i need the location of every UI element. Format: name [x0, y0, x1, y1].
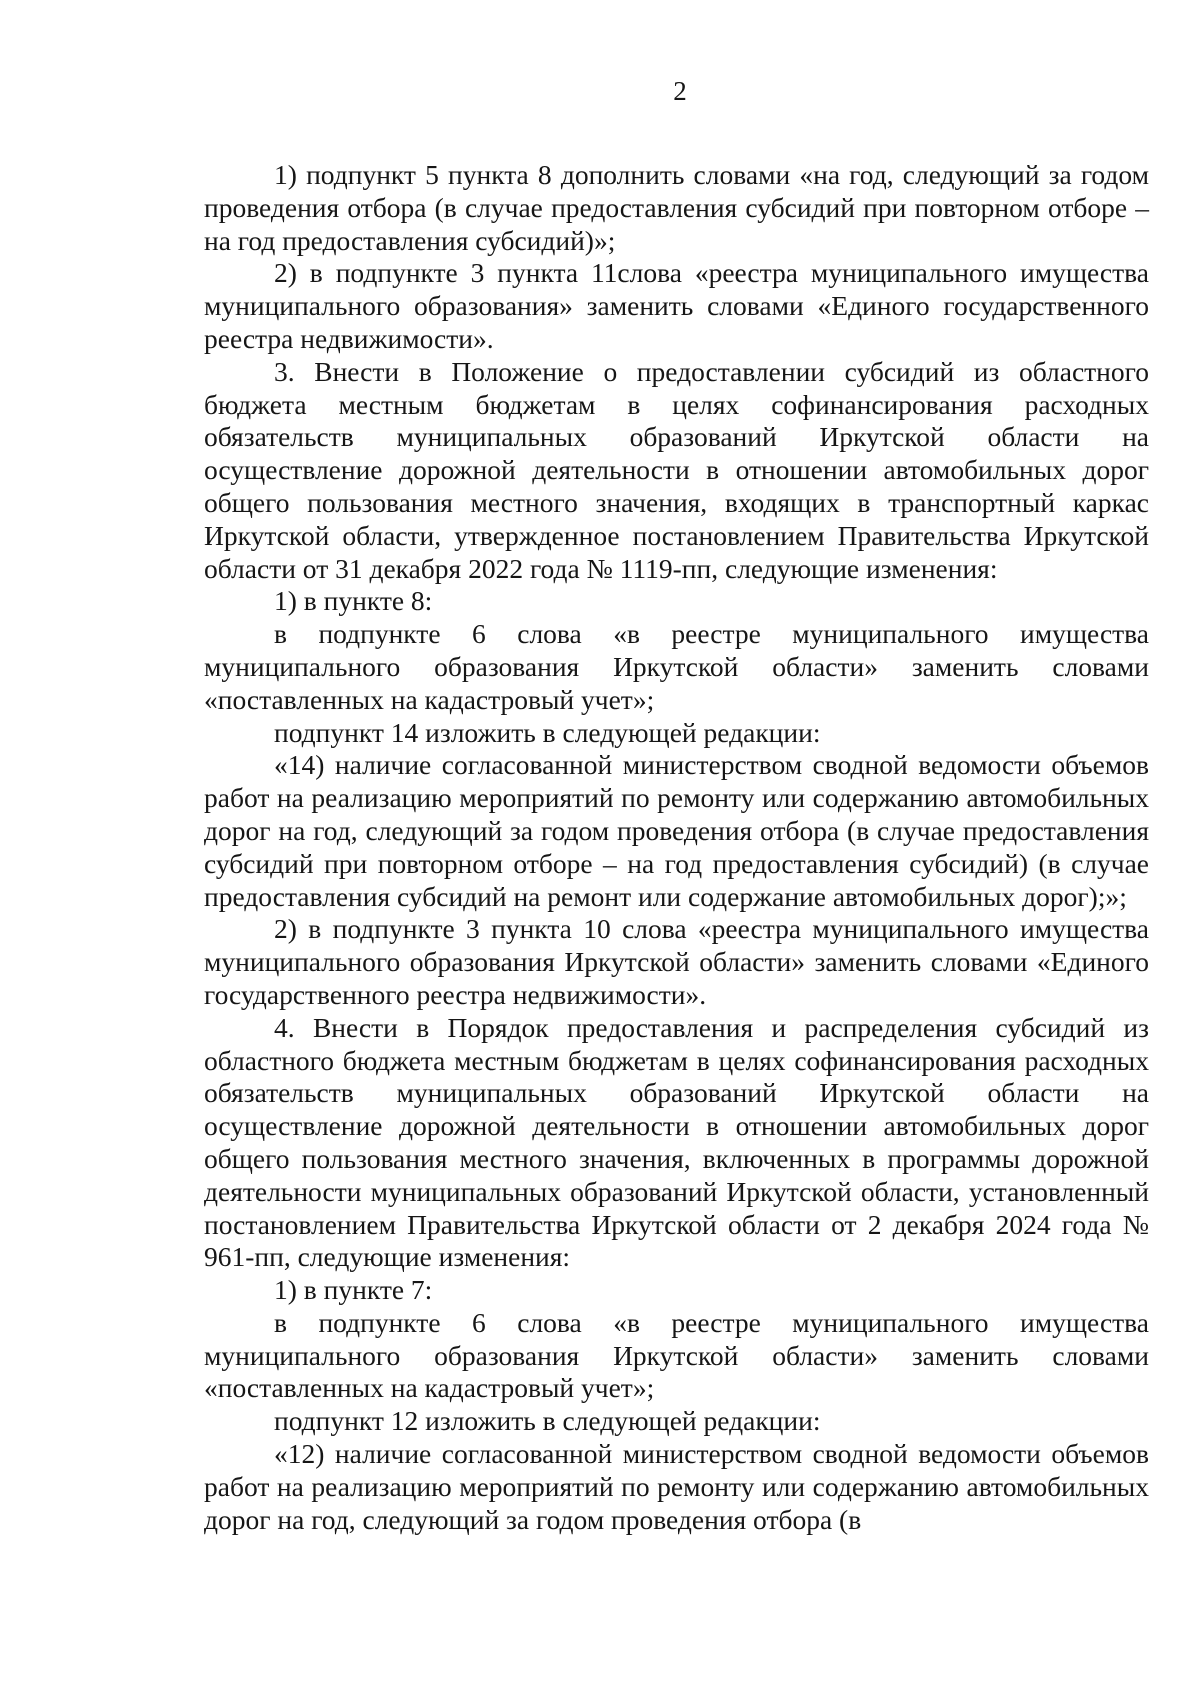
paragraph-item-4-subpoint-6: в подпункте 6 слова «в реестре муниципального имущества муниципального образования Иркутской области» заменить словами «поставленных на кадастровый учет»;	[204, 1306, 1149, 1404]
paragraph-item-4-point-7: 1) в пункте 7:	[274, 1274, 433, 1306]
document-body	[204, 159, 1149, 1536]
paragraph-item-4: 4. Внести в Порядок предоставления и распределения субсидий из областного бюджета местным бюджетам в целях софинансирования расходных обязательств муниципальных образований Иркутской области на осуществление дорожной деятельности в отношении автомобильных дорог общего пользования местного значения, включенных в программы дорожной деятельности муниципальных образований Иркутской области, установленный постановлением Правительства Иркутской области от 2 декабря 2024 года № 961-пп, следующие изменения:	[204, 1011, 1149, 1273]
page-number: 2	[673, 76, 687, 106]
paragraph-item-3-subpoint-6: в подпункте 6 слова «в реестре муниципального имущества муниципального образования Иркутской области» заменить словами «поставленных на кадастровый учет»;	[204, 618, 1149, 715]
paragraph-item-4-subpoint-12-intro: подпункт 12 изложить в следующей редакции:	[274, 1405, 821, 1437]
paragraph-item-3-point-8: 1) в пункте 8:	[274, 585, 433, 617]
paragraph-item-3-point-10: 2) в подпункте 3 пункта 10 слова «реестра муниципального имущества муниципального образования Иркутской области» заменить словами «Единого государственного реестра недвижимости».	[204, 913, 1149, 1010]
paragraph-item-4-subpoint-12-text: «12) наличие согласованной министерством сводной ведомости объемов работ на реализацию мероприятий по ремонту или содержанию автомобильных дорог на год, следующий за годом проведения отбора (в	[204, 1438, 1149, 1535]
paragraph-subitem-2: 2) в подпункте 3 пункта 11слова «реестра муниципального имущества муниципального образования» заменить словами «Единого государственного реестра недвижимости».	[204, 257, 1149, 354]
paragraph-item-3: 3. Внести в Положение о предоставлении субсидий из областного бюджета местным бюджетам в целях софинансирования расходных обязательств муниципальных образований Иркутской области на осуществление дорожной деятельности в отношении автомобильных дорог общего пользования местного значения, входящих в транспортный каркас Иркутской области, утвержденное постановлением Правительства Иркутской области от 31 декабря 2022 года № 1119-пп, следующие изменения:	[204, 355, 1149, 584]
paragraph-item-3-subpoint-14-intro: подпункт 14 изложить в следующей редакции:	[274, 716, 821, 748]
paragraph-subitem-1: 1) подпункт 5 пункта 8 дополнить словами «на год, следующий за годом проведения отбора (в случае предоставления субсидий при повторном отборе – на год предоставления субсидий)»;	[204, 159, 1149, 256]
paragraph-item-3-subpoint-14-text: «14) наличие согласованной министерством сводной ведомости объемов работ на реализацию мероприятий по ремонту или содержанию автомобильных дорог на год, следующий за годом проведения отбора (в случае предоставления субсидий при повторном отборе – на год предоставления субсидий) (в случае предоставления субсидий на ремонт или содержание автомобильных дорог);»;	[204, 749, 1149, 912]
